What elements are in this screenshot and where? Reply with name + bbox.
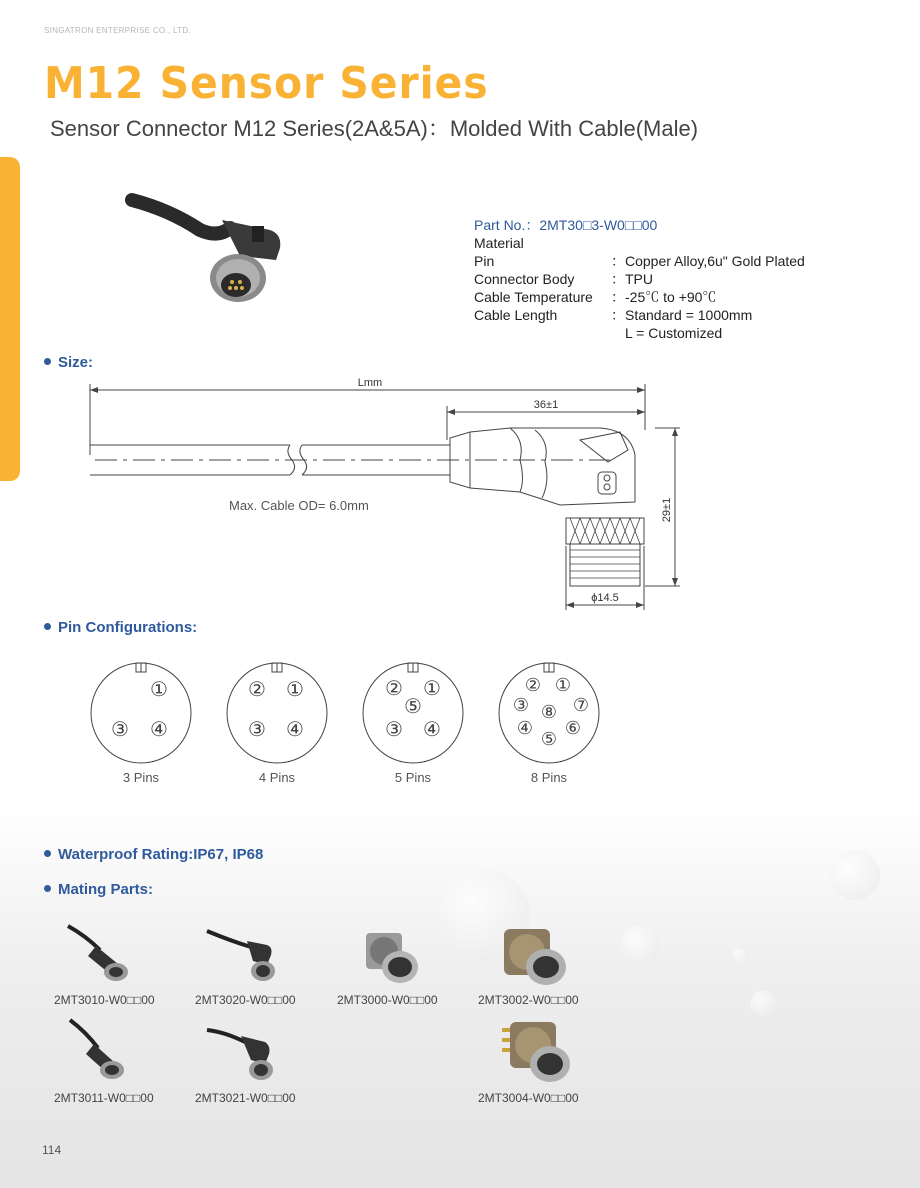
mating-part-image — [500, 1018, 580, 1088]
spec-label: Cable Temperature — [474, 289, 593, 305]
mating-part-label: 2MT3002-W0□□00 — [478, 993, 579, 1007]
bullet-icon — [44, 358, 51, 365]
pin-label: ③ — [248, 717, 266, 741]
decorative-bubble — [620, 925, 660, 965]
pin-label: ① — [150, 677, 168, 701]
pin-label: ④ — [423, 717, 441, 741]
pin-config-heading-text: Pin Configurations: — [58, 619, 198, 636]
mating-part-label: 2MT3020-W0□□00 — [195, 993, 296, 1007]
mating-part-image — [205, 925, 285, 985]
custom-length-note: L = Customized — [625, 325, 723, 341]
pin-label: ④ — [150, 717, 168, 741]
spec-value: ：TPU — [611, 271, 653, 287]
pin-label: ⑦ — [572, 695, 590, 716]
pin-caption: 3 Pins — [122, 770, 160, 785]
spec-row — [474, 324, 805, 342]
pin-label: ③ — [385, 717, 403, 741]
dimension-drawing — [80, 370, 700, 620]
waterproof-heading — [44, 846, 263, 863]
pin-label: ④ — [286, 717, 304, 741]
pin-diagram-4 — [225, 661, 329, 765]
bullet-icon — [44, 850, 51, 857]
pin-diagram-5 — [361, 661, 465, 765]
pin-label: ① — [286, 677, 304, 701]
pin-label: ④ — [516, 718, 534, 739]
spec-value: ：Standard = 1000mm — [611, 307, 753, 323]
cable-od-note: Max. Cable OD= 6.0mm — [229, 498, 369, 513]
dimension-36-label: 36±1 — [533, 399, 559, 411]
company-name: SINGATRON ENTERPRISE CO., LTD. — [44, 26, 191, 35]
page-subtitle: Sensor Connector M12 Series(2A&5A)：Molded With Cable(Male) — [50, 116, 699, 141]
product-image — [130, 190, 300, 310]
mating-part-label: 2MT3004-W0□□00 — [478, 1091, 579, 1105]
part-number: Part No.：2MT30□3-W0□□00 — [474, 217, 658, 233]
decorative-bubble — [830, 850, 880, 900]
page-number: 114 — [42, 1143, 62, 1157]
spec-row — [474, 252, 805, 270]
dimension-length-label: Lmm — [357, 377, 383, 389]
waterproof-heading-text: Waterproof Rating:IP67, IP68 — [58, 846, 264, 863]
pin-caption: 5 Pins — [394, 770, 432, 785]
pin-diagram-3 — [89, 661, 193, 765]
mating-parts-heading — [44, 881, 153, 898]
page-title: M12 Sensor Series — [44, 58, 489, 109]
pin-label: ③ — [111, 717, 129, 741]
mating-part-image — [500, 925, 580, 990]
pin-caption: 4 Pins — [258, 770, 296, 785]
pin-config-heading — [44, 619, 197, 636]
spec-label: Pin — [474, 253, 495, 269]
spec-row — [474, 270, 805, 288]
mating-part-image — [66, 922, 136, 982]
dimension-diameter-label: ϕ14.5 — [591, 592, 619, 604]
pin-label: ⑥ — [564, 718, 582, 739]
mating-parts-heading-text: Mating Parts: — [58, 881, 154, 898]
bullet-icon — [44, 623, 51, 630]
spec-row — [474, 288, 805, 306]
mating-part-label: 2MT3000-W0□□00 — [337, 993, 438, 1007]
size-heading-text: Size: — [58, 354, 94, 371]
pin-label: ② — [524, 675, 542, 696]
pin-label: ① — [423, 676, 441, 700]
pin-label: ③ — [512, 695, 530, 716]
pin-label: ⑤ — [540, 729, 558, 750]
bullet-icon — [44, 885, 51, 892]
dimension-29-label: 29±1 — [661, 497, 673, 523]
spec-value: ：-25℃ to +90℃ — [611, 289, 717, 305]
spec-row — [474, 306, 805, 324]
pin-caption: 8 Pins — [530, 770, 568, 785]
pin-label: ② — [248, 677, 266, 701]
mating-part-label: 2MT3011-W0□□00 — [54, 1091, 154, 1105]
spec-block — [474, 216, 805, 342]
mating-part-image — [66, 1018, 136, 1083]
material-heading: Material — [474, 235, 524, 251]
mating-part-label: 2MT3021-W0□□00 — [195, 1091, 296, 1105]
pin-label: ⑧ — [540, 702, 558, 723]
pin-label: ⑤ — [404, 694, 422, 718]
size-heading — [44, 354, 93, 371]
mating-part-image — [360, 927, 430, 987]
mating-part-image — [205, 1022, 285, 1087]
decorative-bubble — [732, 948, 748, 964]
spec-label: Cable Length — [474, 307, 558, 323]
spec-label: Connector Body — [474, 271, 575, 287]
pin-label: ② — [385, 676, 403, 700]
side-accent-tab — [0, 157, 20, 481]
decorative-bubble — [750, 990, 776, 1016]
mating-part-label: 2MT3010-W0□□00 — [54, 993, 155, 1007]
pin-label: ① — [554, 675, 572, 696]
pin-diagram-8 — [497, 661, 601, 765]
spec-value: ：Copper Alloy,6u" Gold Plated — [611, 253, 805, 269]
